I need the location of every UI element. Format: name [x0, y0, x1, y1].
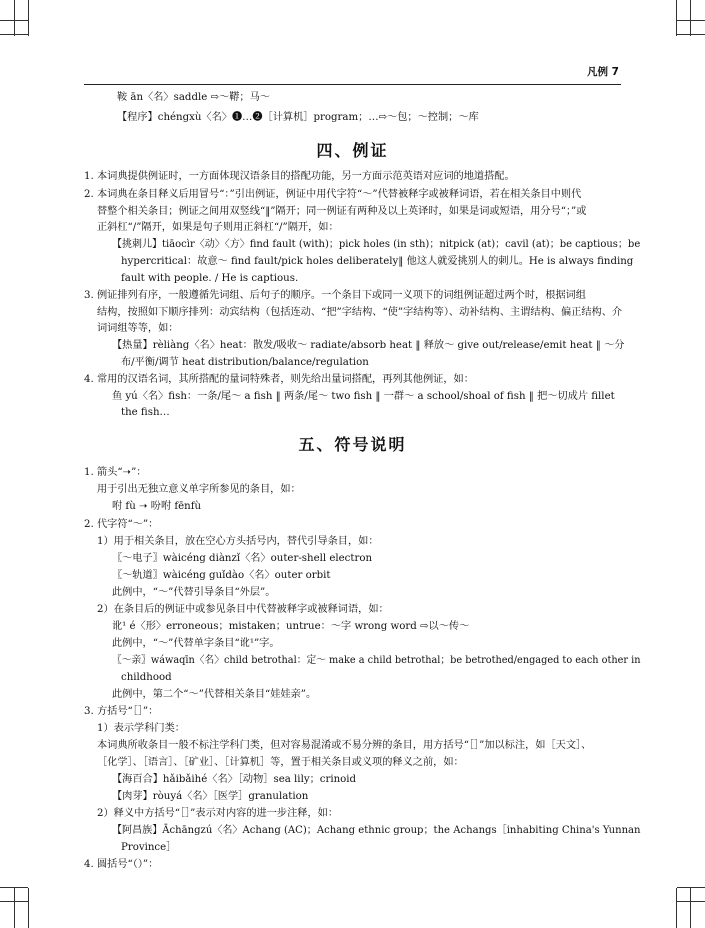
- entry-line: 鞍 ān〈名〉saddle ⇨～鞯；马～: [117, 92, 270, 103]
- example-line: childhood: [121, 672, 172, 683]
- crop-mark: [676, 0, 677, 36]
- example-line: fault with people. / He is captious.: [121, 273, 299, 284]
- example-line: 【阿昌族】Āchāngzú〈名〉Achang (AC)；Achang ethnic group；the Achangs［inhabiting China's Yunnan: [112, 825, 641, 836]
- body-line: ［化学］、［语言］、［矿业］、［计算机］等，置于相关条目或义项的释义之前，如：: [97, 757, 464, 768]
- body-line: 词词组等等，如：: [97, 323, 179, 334]
- body-line: 1）用于相关条目，放在空心方头括号内，替代引导条目，如：: [97, 536, 379, 547]
- example-line: 〖～亲〗wáwaqīn〈名〉child betrothal：定～ make a child betrothal；be betrothed/engaged to each other in: [112, 655, 641, 666]
- body-line: 3. 方括号“［］”：: [84, 706, 159, 717]
- crop-mark: [677, 20, 705, 21]
- body-line: 2. 代字符“～”：: [84, 519, 159, 530]
- header-rule: [84, 84, 621, 85]
- crop-mark: [677, 901, 705, 902]
- crop-mark: [14, 888, 15, 928]
- body-line: 结构，按照如下顺序排列：动宾结构（包括连动、“把”字结构、“使”字结构等）、动补结构、主谓结构、偏正结构、介: [97, 307, 623, 318]
- crop-mark: [0, 34, 28, 35]
- example-line: 鱼 yú〈名〉fish：一条/尾～ a fish ‖ 两条/尾～ two fish ‖ 一群～ a school/shoal of fish ‖ 把～切成片 fillet: [112, 391, 615, 402]
- example-line: the fish…: [121, 407, 170, 418]
- section-heading: 五、符号说明: [298, 435, 407, 454]
- example-line: Province］: [121, 842, 177, 853]
- example-line: hypercritical：故意～ find fault/pick holes deliberately‖ 他这人就爱挑别人的刺儿。He is always finding: [121, 256, 634, 267]
- body-line: 4. 常用的汉语名词，其所搭配的量词特殊者，则先给出量词搭配，再列其他例证，如：: [84, 374, 474, 385]
- body-line: 3. 例证排列有序，一般遵循先词组、后句子的顺序。一个条目下或同一义项下的词组例证超过两个时，根据词组: [84, 290, 586, 301]
- example-line: 【挑刺儿】tiāocìr〈动〉〈方〉find fault (with)；pick holes (in sth)；nitpick (at)；cavil (at)；be captious；be: [112, 239, 641, 250]
- body-line: 正斜杠“/”隔开，如果是句子则用正斜杠“/”隔开，如：: [97, 222, 339, 233]
- crop-mark: [690, 888, 691, 928]
- page-number-header: 凡例 7: [587, 66, 619, 78]
- example-line: 布/平衡/调节 heat distribution/balance/regulation: [121, 357, 369, 368]
- crop-mark: [676, 888, 677, 928]
- body-line: 用于引出无独立意义单字所参见的条目，如：: [97, 484, 301, 495]
- crop-mark: [690, 0, 691, 36]
- crop-mark: [0, 887, 28, 888]
- body-line: 2）释义中方括号“［］”表示对内容的进一步注释，如：: [97, 808, 339, 819]
- example-line: 咐 fù ➝ 吩咐 fēnfù: [112, 501, 202, 512]
- body-line: 此例中，“～”代替单字条目“讹¹”字。: [112, 638, 280, 649]
- entry-line: 【程序】chéngxù〈名〉❶…❷［计算机］program；…⇨～包；～控制；～库: [117, 112, 479, 123]
- body-line: 此例中，第二个“～”代替相关条目“娃娃亲”。: [112, 689, 317, 700]
- example-line: 〖～轨道〗wàicéng guǐdào〈名〉outer orbit: [112, 570, 331, 581]
- body-line: 此例中，“～”代替引导条目“外层”。: [112, 587, 276, 598]
- body-line: 1）表示学科门类：: [97, 723, 185, 734]
- crop-mark: [677, 887, 705, 888]
- example-line: 【海百合】hǎibǎihé〈名〉［动物］sea lily；crinoid: [112, 774, 357, 785]
- body-line: 2）在条目后的例证中或参见条目中代替被释字或被释词语，如：: [97, 604, 389, 615]
- example-line: 〖～电子〗wàicéng diànzǐ〈名〉outer-shell electron: [112, 553, 373, 564]
- body-line: 本词典所收条目一般不标注学科门类，但对容易混淆或不易分辨的条目，用方括号“［］”加以标注，如［天文］、: [97, 740, 592, 751]
- crop-mark: [14, 0, 15, 36]
- example-line: 讹¹ é〈形〉erroneous；mistaken；untrue：～字 wrong word ⇨以～传～: [112, 621, 470, 632]
- section-heading: 四、例证: [316, 141, 389, 160]
- body-line: 1. 本词典提供例证时，一方面体现汉语条目的搭配功能，另一方面示范英语对应词的地道搭配。: [84, 171, 515, 182]
- example-line: 【热量】rèliàng〈名〉heat：散发/吸收～ radiate/absorb heat ‖ 释放～ give out/release/emit heat ‖ ～分: [112, 340, 625, 351]
- crop-mark: [0, 20, 28, 21]
- body-line: 替整个相关条目；例证之间用双竖线“‖”隔开；同一例证有两种及以上英译时，如果是词或短语，用分号“；”或: [97, 206, 587, 217]
- crop-mark: [677, 34, 705, 35]
- body-line: 4. 圆括号“（）”：: [84, 859, 159, 870]
- example-line: 【肉芽】ròuyá〈名〉［医学］granulation: [112, 791, 309, 802]
- crop-mark: [0, 901, 28, 902]
- body-line: 2. 本词典在条目释义后用冒号“：”引出例证，例证中用代字符“～”代替被释字或被释词语，若在相关条目中则代: [84, 189, 582, 200]
- crop-mark: [28, 0, 29, 36]
- body-line: 1. 箭头“➝”：: [84, 467, 147, 478]
- crop-mark: [28, 888, 29, 928]
